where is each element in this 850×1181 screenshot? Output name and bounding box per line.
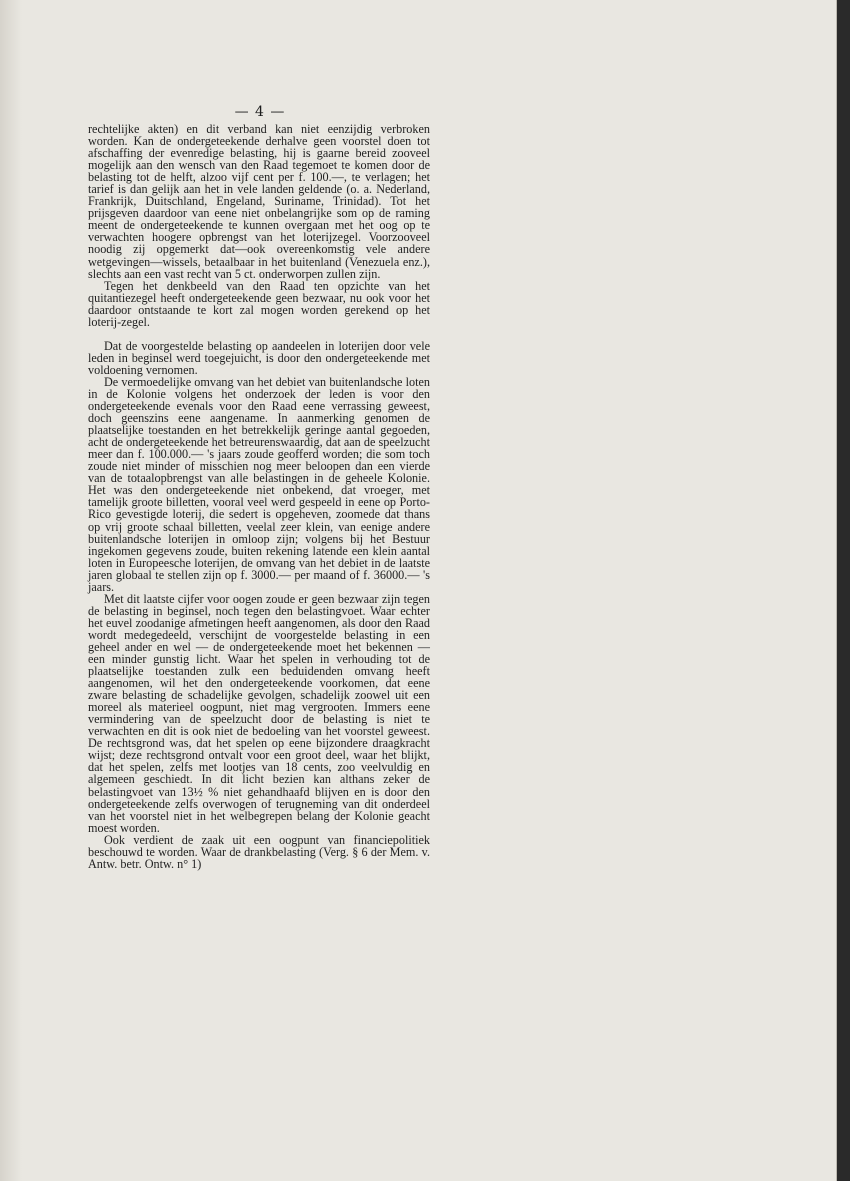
page-edge-shadow [0, 0, 22, 1181]
paragraph: Ook verdient de zaak uit een oogpunt van financiepolitiek beschouwd te worden. Waar de drankbelasting (Verg. § 6 der Mem. v. Antw. betr. Ontw. n° 1) [88, 832, 430, 871]
paragraph: Tegen het denkbeeld van den Raad ten opzichte van het quitantiezegel heeft ondergeteekende geen bezwaar, nu ook voor het daardoor ontstaande te kort zal mogen worden gerekend op het loterij-zegel. [88, 278, 430, 329]
paragraph: Dat de voorgestelde belasting op aandeelen in loterijen door vele leden in beginsel werd toegejuicht, is door den ondergeteekende met voldoening vernomen. [88, 338, 430, 377]
paragraph: rechtelijke akten) en dit verband kan niet eenzijdig verbroken worden. Kan de ondergeteekende derhalve geen voorstel doen tot afschaffing der evenredige belasting, hij is gaarne bereid zooveel mogelijk aan den wensch van den Raad tegemoet te komen door de belasting tot de helft, alzoo vijf cent per f. 100.—, te verlagen; het tarief is dan gelijk aan het in vele landen geldende (o. a. Nederland, Frankrijk, Duitschland, Engeland, Suriname, Trinidad). Tot het prijsgeven daardoor van eene niet onbelangrijke som op de raming meent de ondergeteekende te kunnen overgaan met het oog op te verwachten hoogere opbrengst van het loterijzegel. Voorzooveel noodig zij opgemerkt dat—ook overeenkomstig vele andere wetgevingen—wissels, betaalbaar in het buitenland (Venezuela enz.), slechts aan een vast recht van 5 ct. onderworpen zullen zijn. [88, 122, 430, 281]
page-number: — 4 — [234, 104, 286, 120]
paragraph: Met dit laatste cijfer voor oogen zoude er geen bezwaar zijn tegen de belasting in beginsel, noch tegen den belastingvoet. Waar echter het euvel zoodanige afmetingen heeft aangenomen, als door den Raad wordt medegedeeld, verschijnt de voorgestelde belasting in een geheel ander en wel — de ondergeteekende moet het bekennen — een minder gunstig licht. Waar het spelen in verhouding tot de plaatselijke toestanden zulk een beduidenden omvang heeft aangenomen, wil het den ondergeteekende voorkomen, dat eene zware belasting de schadelijke gevolgen, schadelijk zoowel uit een moreel als materieel oogpunt, niet mag vergrooten. Immers eene vermindering van de speelzucht door de belasting is niet te verwachten en dit is ook niet de bedoeling van het voorstel geweest. De rechtsgrond was, dat het spelen op eene bijzondere draagkracht wijst; deze rechtsgrond ontvalt voor een groot deel, waar het blijkt, dat het spelen, zelfs met lootjes van 18 cents, zoo veelvuldig en algemeen geschiedt. In dit licht bezien kan althans zeker de belastingvoet van 13½ % niet gehandhaafd blijven en is door den ondergeteekende zelfs overwogen of terugneming van dit onderdeel van het voorstel niet in het welbegrepen belang der Kolonie geacht moest worden. [88, 591, 430, 835]
text-column [88, 123, 430, 870]
paragraph: De vermoedelijke omvang van het debiet van buitenlandsche loten in de Kolonie volgens het onderzoek der leden is voor den ondergeteekende evenals voor den Raad eene verrassing geweest, doch geenszins eene aangename. In aanmerking genomen de plaatselijke toestanden en het betrekkelijk geringe aantal gegoeden, acht de ondergeteekende het betreurenswaardig, dat aan de speelzucht meer dan f. 100.000.— 's jaars zoude geofferd worden; die som toch zoude niet minder of misschien nog meer beloopen dan een vierde van de totaalopbrengst van alle belastingen in de geheele Kolonie. Het was den ondergeteekende niet onbekend, dat vroeger, met tamelijk groote billetten, vooral veel werd gespeeld in eene op Porto-Rico gevestigde loterij, die sedert is opgeheven, zoomede dat thans op vrij groote schaal billetten, veelal zeer klein, van eenige andere buitenlandsche loterijen in omloop zijn; volgens bij het Bestuur ingekomen gegevens zoude, buiten rekening latende een klein aantal loten in Europeesche loterijen, de omvang van het debiet in de laatste jaren globaal te stellen zijn op f. 3000.— per maand of f. 36000.— 's jaars. [88, 374, 430, 594]
